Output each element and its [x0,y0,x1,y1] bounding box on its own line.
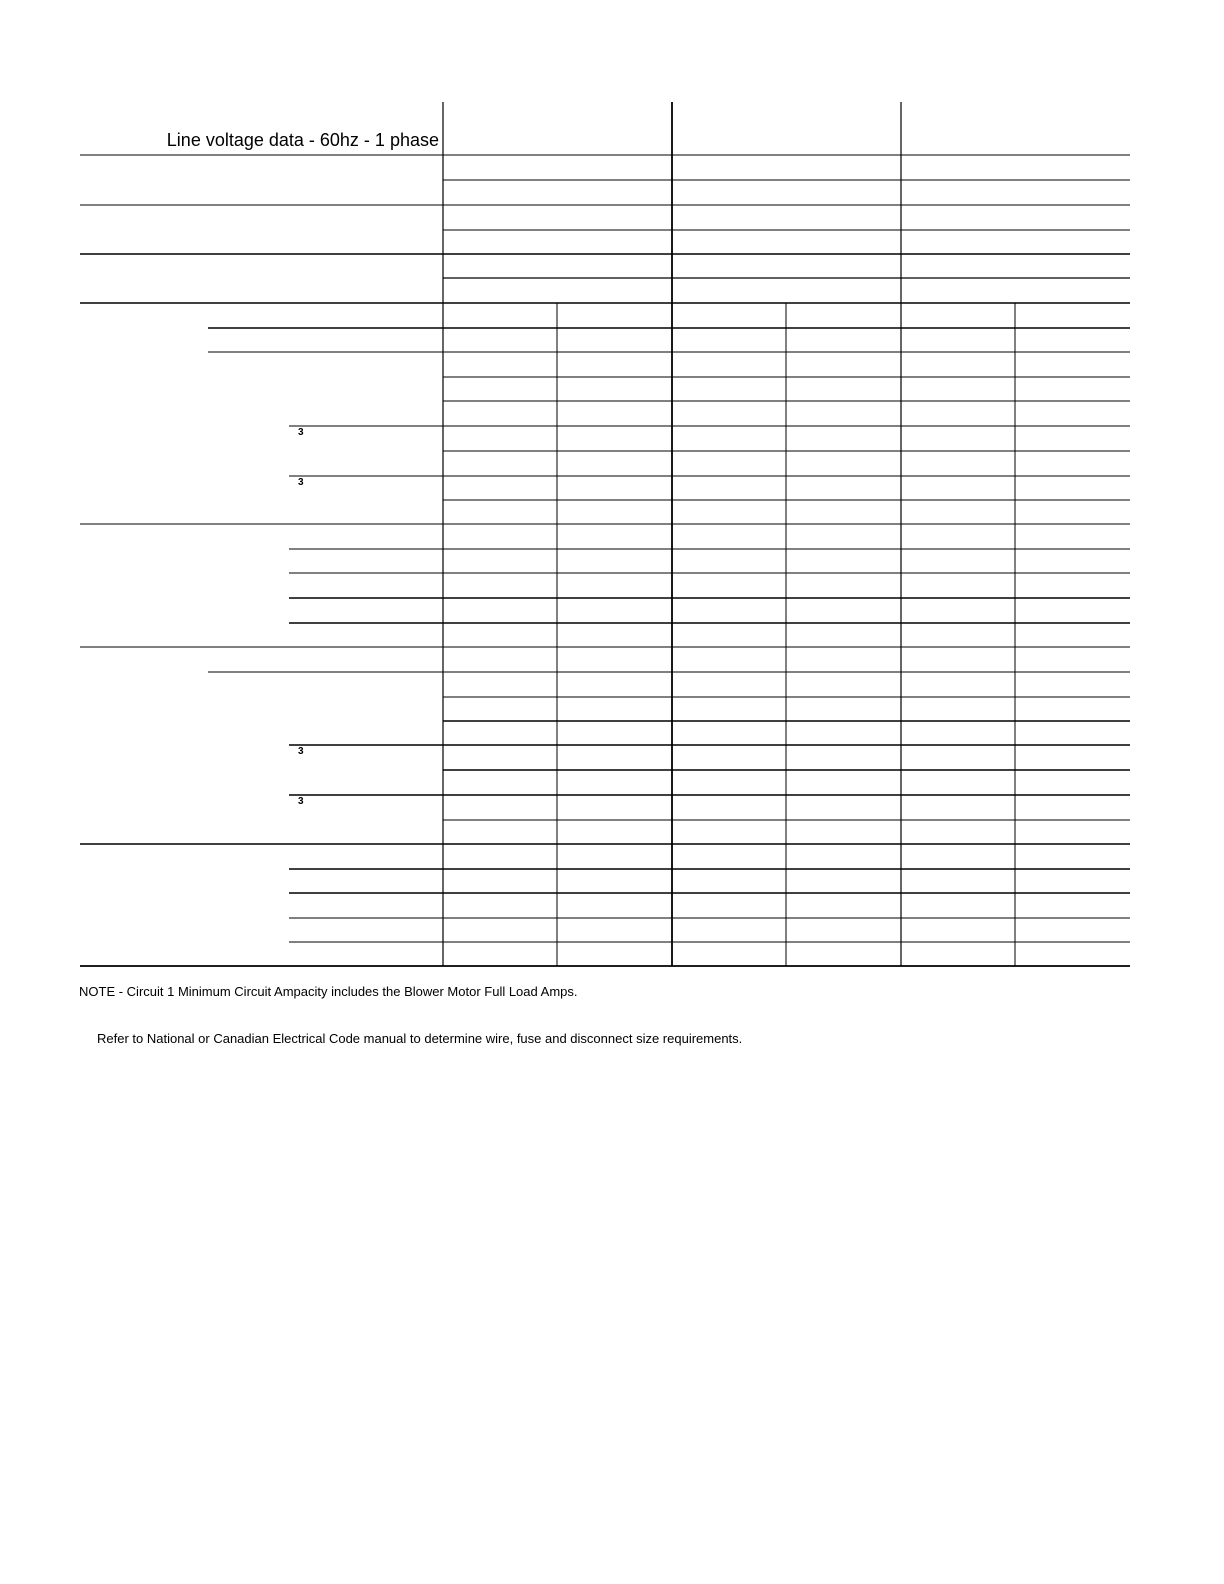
footnote-marker: 3 [298,427,304,438]
footnote-marker: 3 [298,746,304,757]
footnote-marker: 3 [298,796,304,807]
footnote-marker: 3 [298,477,304,488]
note-electrical-code: Refer to National or Canadian Electrical Code manual to determine wire, fuse and disconnect size requirements. [97,1031,743,1046]
note-circuit-ampacity: NOTE - Circuit 1 Minimum Circuit Ampacity includes the Blower Motor Full Load Amps. [79,984,578,999]
table-title: Line voltage data - 60hz - 1 phase [166,130,439,150]
